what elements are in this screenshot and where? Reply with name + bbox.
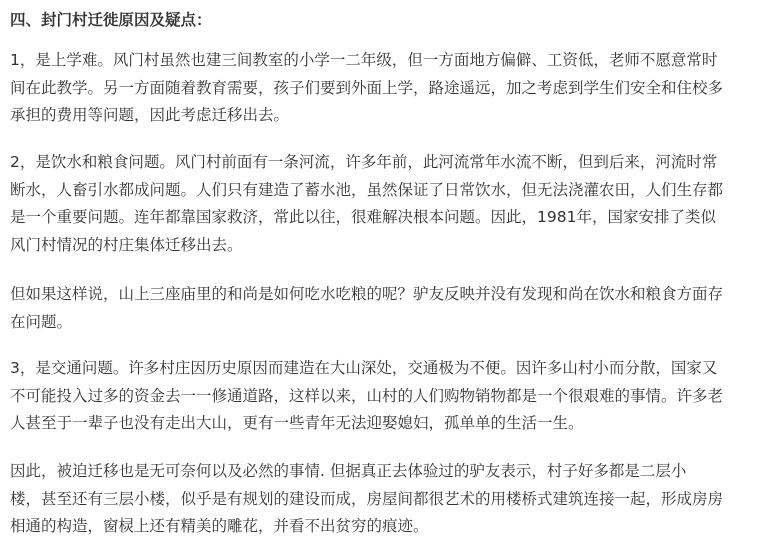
text-line: 因此，被迫迁移也是无可奈何以及必然的事情. 但据真正去体验过的驴友表示，村子好多都是二层小 bbox=[10, 462, 687, 480]
text-line: 1，是上学难。风门村虽然也建三间教室的小学一二年级，但一方面地方偏僻、工资低，老师不愿意常时 bbox=[10, 51, 718, 69]
text-line: 风门村情况的村庄集体迁移出去。 bbox=[10, 235, 243, 254]
text-line: 间在此教学。另一方面随着教育需要，孩子们要到外面上学，路途遥远，加之考虑到学生们安全和住校多 bbox=[10, 78, 724, 97]
text-line: 断水，人畜引水都成问题。人们只有建造了蓄水池，虽然保证了日常饮水，但无法浇灌农田，人们生存都 bbox=[10, 180, 724, 199]
section-heading: 四、封门村迁徙原因及疑点： bbox=[10, 11, 212, 29]
text-line: 在问题。 bbox=[10, 312, 73, 331]
paragraph-monks-question bbox=[10, 281, 752, 336]
text-line: 3，是交通问题。许多村庄因历史原因而建造在大山深处，交通极为不便。因许多山村小而分散，国家又 bbox=[10, 359, 718, 377]
text-line: 但如果这样说，山上三座庙里的和尚是如何吃水吃粮的呢？驴友反映并没有发现和尚在饮水和粮食方面存 bbox=[10, 285, 724, 303]
text-line: 楼，甚至还有三层小楼，似乎是有规划的建设而成，房屋间都很艺术的用楼桥式建筑连接一起，形成房房 bbox=[10, 489, 724, 508]
paragraph-school bbox=[10, 47, 752, 130]
text-line: 承担的费用等问题，因此考虑迁移出去。 bbox=[10, 106, 290, 125]
text-line: 2，是饮水和粮食问题。风门村前面有一条河流，许多年前，此河流常年水流不断，但到后来，河流时常 bbox=[10, 153, 718, 171]
paragraph-transport bbox=[10, 355, 752, 438]
paragraph-conclusion bbox=[10, 458, 752, 541]
text-line: 人甚至于一辈子也没有走出大山，更有一些青年无法迎娶媳妇，孤单单的生活一生。 bbox=[10, 414, 584, 433]
paragraph-water-food bbox=[10, 149, 752, 259]
text-line: 是一个重要问题。连年都靠国家救济，常此以往，很难解决根本问题。因此，1981年，国家安排了类似 bbox=[10, 208, 716, 227]
text-line: 不可能投入过多的资金去一一修通道路，这样以来，山村的人们购物销物都是一个很艰难的事情。许多老 bbox=[10, 386, 724, 405]
text-line: 相通的构造，窗棂上还有精美的雕花，并看不出贫穷的痕迹。 bbox=[10, 517, 429, 536]
